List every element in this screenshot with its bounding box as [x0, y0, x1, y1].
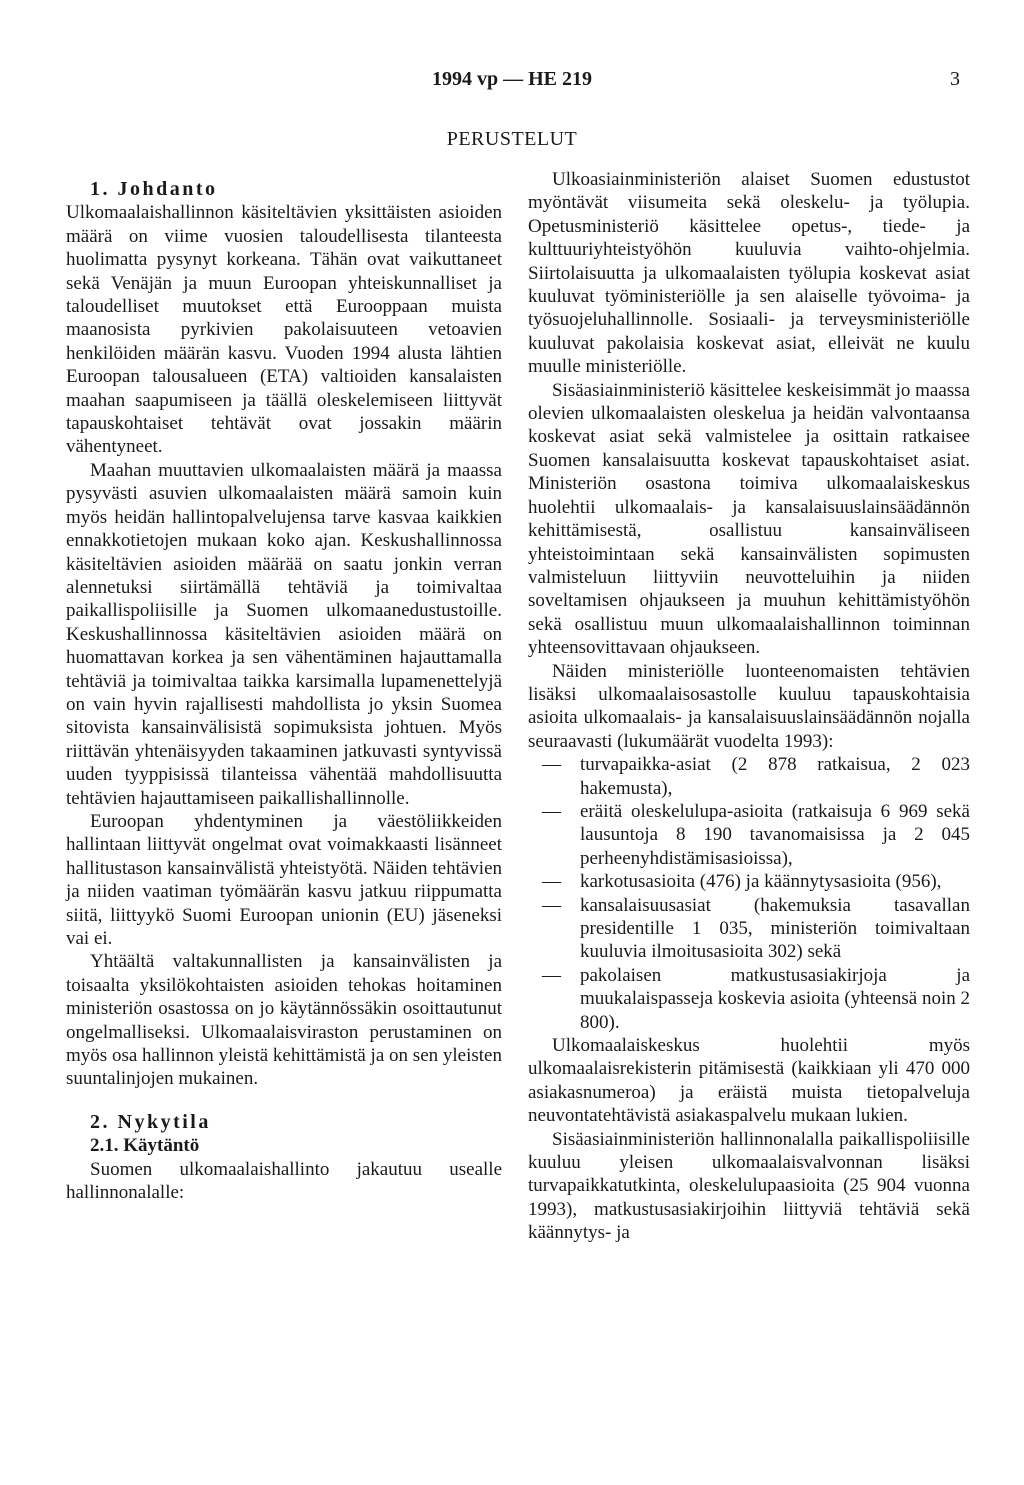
- paragraph: Suomen ulkomaalaishallinto jakautuu usealle hallinnonalalle:: [66, 1158, 502, 1204]
- list-item-text: pakolaisen matkustusasiakirjoja ja muukalaispasseja koskevia asioita (yhteensä noin 2 800).: [580, 964, 970, 1033]
- list-item-text: karkotusasioita (476) ja käännytysasioita (956),: [580, 871, 942, 893]
- section-title: PERUSTELUT: [446, 128, 578, 150]
- page-number: 3: [950, 68, 960, 90]
- case-type-list: [528, 753, 970, 1034]
- dash-marker: —: [542, 894, 561, 916]
- list-item-text: turvapaikka-asiat (2 878 ratkaisua, 2 023 hakemusta),: [580, 754, 970, 799]
- list-item-text: eräitä oleskelulupa-asioita (ratkaisuja 6 969 sekä lausuntoja 8 190 tavanomaisissa ja 2 045 perheenyhdistämisasioissa),: [580, 800, 970, 869]
- list-item: [528, 870, 970, 893]
- paragraph: Yhtäältä valtakunnallisten ja kansainvälisten ja toisaalta yksilökohtaisten asioiden tehokas hoitaminen ministeriön osastossa on jo käytännössäkin osoittautunut ongelmalliseksi. Ulkomaalaisviraston perustaminen on myös osa hallinnon yleistä kehittämistä ja on sen yleisten suuntalinjojen mukainen.: [66, 951, 502, 1090]
- paragraph: Ulkomaalaishallinnon käsiteltävien yksittäisten asioiden määrä on viime vuosien taloudellisesta tilanteesta huolimatta pysynyt korkeana. Tähän ovat vaikuttaneet sekä Venäjän ja muun Euroopan yhteiskunnalliset ja taloudelliset muutokset että Eurooppaan muista maanosista pyrkivien pakolaisuuteen vetoavien henkilöiden määrän kasvu. Vuoden 1994 alusta lähtien Euroopan talousalueen (ETA) valtioiden kansalaisten maahan saapumiseen ja täällä oleskelemiseen liittyvät tapauskohtaiset tehtävät ovat jossakin määrin vähentyneet.: [66, 202, 502, 458]
- list-item: [528, 800, 970, 870]
- list-item-text: kansalaisuusasiat (hakemuksia tasavallan presidentille 1 035, ministeriön toimivaltaan kuuluvia ilmoitusasioita 302) sekä: [580, 894, 970, 963]
- spacer: [66, 1091, 502, 1111]
- paragraph: Ulkoasiainministeriön alaiset Suomen edustustot myöntävät viisumeita sekä oleskelu- ja työlupia. Opetusministeriö käsittelee opetus-, tiede- ja kulttuuriyhteistyöhön kuuluvia vaihto-ohjelmia. Siirtolaisuutta ja ulkomaalaisten työlupia koskevat asiat kuuluvat työministeriölle ja sen alaiselle työvoima- ja työsuojeluhallinnolle. Sosiaali- ja terveysministeriölle kuuluvat pakolaisia koskevat asiat, elleivät ne kuulu muulle ministeriölle.: [528, 169, 970, 378]
- running-head: 1994 vp — HE 219: [431, 68, 593, 90]
- paragraph: Sisäasiainministeriö käsittelee keskeisimmät jo maassa olevien ulkomaalaisten oleskelua ja heidän valvontaansa koskevat asiat sekä valmistelee ja osittain ratkaisee Suomen kansalaisuutta koskevat tapauskohtaiset asiat. Ministeriön osastona toimiva ulkomaalaiskeskus huolehtii ulkomaalais- ja kansalaisuuslainsäädännön kehittämisestä, osallistuu kansainväliseen yhteistoimintaan sekä kansainvälisten sopimusten valmisteluun liittyviin neuvotteluihin ja niiden soveltamisen ohjaukseen ja muuhun kehittämistyöhön sekä osallistuu muun ulkomaalaishallinnon toiminnan yhteensovittavaan ohjaukseen.: [528, 379, 970, 659]
- heading-johdanto: 1. Johdanto: [90, 178, 218, 200]
- heading-nykytila: 2. Nykytila: [90, 1110, 211, 1133]
- paragraph: Sisäasiainministeriön hallinnonalalla paikallispoliisille kuuluu yleisen ulkomaalaisvalvonnan lisäksi turvapaikkatutkinta, oleskelulupaasioita (25 904 vuonna 1993), matkustusasiakirjoihin liittyviä tehtäviä sekä käännytys- ja: [528, 1128, 970, 1244]
- list-item: [528, 894, 970, 964]
- right-column: [528, 168, 970, 1245]
- paragraph: Ulkomaalaiskeskus huolehtii myös ulkomaalaisrekisterin pitämisestä (kaikkiaan yli 470 000 asiakasnumeroa) ja eräistä muista tietopalveluja neuvontatehtävistä asiakaspalvelu mukaan lukien.: [528, 1035, 970, 1127]
- dash-marker: —: [542, 800, 561, 822]
- dash-marker: —: [542, 871, 561, 893]
- dash-marker: —: [542, 964, 561, 986]
- heading-kaytanto: 2.1. Käytäntö: [90, 1135, 200, 1157]
- paragraph: Euroopan yhdentyminen ja väestöliikkeiden hallintaan liittyvät ongelmat ovat voimakkaasti lisänneet hallitustason kansainvälistä yhteistyötä. Näiden tehtävien ja niiden vaatiman työmäärän kasvu jatkuu riippumatta siitä, liittyykö Suomi Euroopan unionin (EU) jäseneksi vai ei.: [66, 810, 502, 949]
- paragraph: Maahan muuttavien ulkomaalaisten määrä ja maassa pysyvästi asuvien ulkomaalaisten määrä samoin kuin myös heidän hallintopalvelujensa tarve kasvaa kaikkien ennakkotietojen mukaan koko ajan. Keskushallinnossa käsiteltävien asioiden määrää on saatu jonkin verran alennetuksi siirtämällä tehtäviä ja toimivaltaa paikallispoliisille ja Suomen ulkomaanedustustoille. Keskushallinnossa käsiteltävien asioiden määrä on huomattavan korkea ja sen vähentäminen hajauttamalla tehtäviä ja toimivaltaa taikka karsimalla lupamenettelyjä on vain hyvin rajallisesti mahdollista jo yksin Suomea sitovista kansainvälisistä sopimuksista johtuen. Myös riittävän yhtenäisyyden takaaminen jatkuvasti syntyvissä uuden tyyppisissä tilanteissa vähentää mahdollisuutta tehtävien hajauttamiseen paikallishallinnolle.: [66, 459, 502, 809]
- dash-marker: —: [542, 754, 561, 776]
- list-item: [528, 753, 970, 800]
- left-column: [66, 168, 502, 1204]
- list-item: [528, 964, 970, 1034]
- paragraph: Näiden ministeriölle luonteenomaisten tehtävien lisäksi ulkomaalaisosastolle kuuluu tapauskohtaisia asioita ulkomaalais- ja kansalaisuuslainsäädännön nojalla seuraavasti (lukumäärät vuodelta 1993):: [528, 660, 970, 752]
